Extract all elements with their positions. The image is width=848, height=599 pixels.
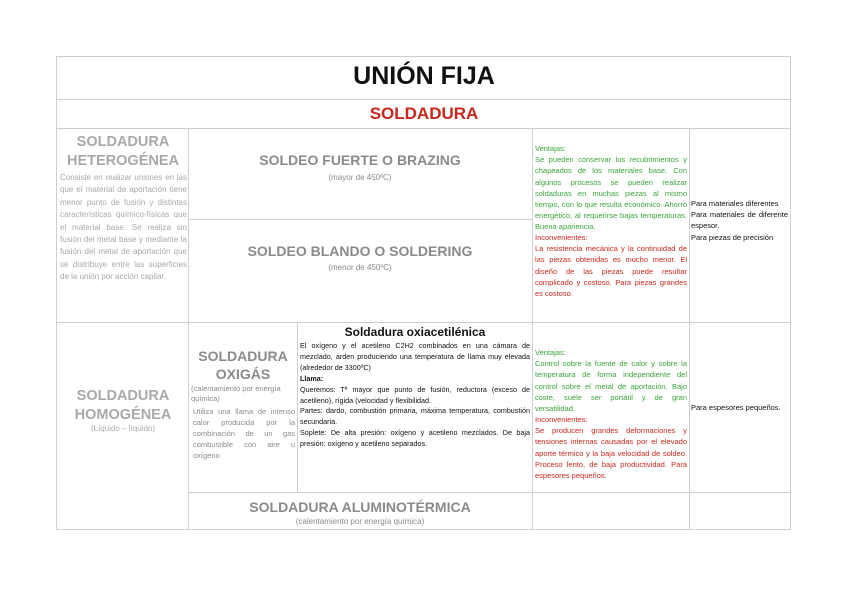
homogenea-inconvenientes: [535, 414, 687, 481]
page-title: UNIÓN FIJA: [353, 62, 495, 90]
use-item: Para materiales de diferente espesor.: [691, 210, 788, 231]
use-item: Para piezas de precisión: [691, 232, 774, 242]
brazing-note: (mayor de 450ºC): [328, 173, 392, 182]
heterogenea-title: SOLDADURA HETEROGÉNEA: [67, 134, 179, 169]
homogenea-ventajas: [535, 347, 687, 414]
oxigas-title: SOLDADURA OXIGÁS: [198, 348, 288, 382]
oxiacetilenica-title: Soldadura oxiacetilénica: [344, 325, 486, 339]
inconvenientes-text: Se producen grandes deformaciones y tensiones internas causadas por el elevado aporte térmico y la baja velocidad de soldeo. Proceso lento, de baja productividad. Para espesores pequeños.: [535, 426, 687, 481]
heterogenea-inconvenientes: [535, 232, 687, 299]
inconvenientes-label: Inconvenientes:: [535, 233, 588, 242]
heterogenea-ventajas: [535, 143, 687, 233]
heterogenea-uses: [691, 198, 788, 243]
oxiacetilenica-intro: El oxígeno y el acetileno C2H2 combinados en una cámara de mezclado, arden produciendo una temperatura de llama muy elevada (alrededor de 3300ºC): [300, 341, 530, 372]
homogenea-use: Para espesores pequeños.: [691, 403, 781, 412]
soplete-text: Soplete: De alta presión: oxígeno y acetileno mezclados. De baja presión: oxígeno y acetileno separados.: [300, 428, 530, 449]
partes-text: Partes: dardo, combustión primaria, máxima temperatura, combustión secundaria.: [300, 406, 530, 427]
llama-label: Llama:: [300, 373, 324, 383]
oxigas-description: Utiliza una llama de intenso calor producida por la combinación de un gas combustible con aire u oxígeno: [193, 407, 295, 460]
homogenea-note: (Líquido – líquido): [90, 424, 156, 433]
soldering-note: (menor de 450ºC): [328, 263, 392, 272]
ventajas-text: Control sobre la fuente de calor y sobre la temperatura de forma independiente del control sobre el metal de aportación. Bajo coste, suele ser portátil y de gran versatilidad.: [535, 359, 687, 414]
section-title: SOLDADURA: [369, 104, 479, 123]
homogenea-title: SOLDADURA HOMOGÉNEA: [74, 388, 172, 423]
inconvenientes-text: La resistencia mecánica y la continuidad de las piezas obtenidas es mucho menor. El diseño de las piezas puede resultar complicado y costoso. Para piezas grandes es costoso.: [535, 244, 687, 299]
aluminotermica-note: (calentamiento por energía química): [295, 517, 425, 526]
use-item: Para materiales diferentes: [691, 199, 779, 208]
oxiacetilenica-description: [300, 341, 530, 450]
brazing-title: SOLDEO FUERTE O BRAZING: [259, 152, 461, 168]
ventajas-label: Ventajas:: [535, 144, 566, 153]
ventajas-label: Ventajas:: [535, 348, 566, 357]
inconvenientes-label: Inconvenientes:: [535, 415, 588, 424]
heterogenea-description: Consiste en realizar uniones en las que el material de aportación tiene menor punto de fusión y distintas características químico-físicas que el material base. Se realiza sin fusión del metal base y mediante la fusión del metal de aportación que se distribuye entre las superficies de la unión por acción capilar.: [60, 173, 187, 282]
queremos-text: Queremos: Tª mayor que punto de fusión, reductora (exceso de acetileno), rígida (velocidad y flexibilidad.: [300, 384, 530, 405]
soldering-title: SOLDEO BLANDO O SOLDERING: [247, 243, 473, 259]
oxigas-note: (calentamiento por energía química): [191, 384, 281, 403]
aluminotermica-title: SOLDADURA ALUMINOTÉRMICA: [249, 499, 471, 515]
ventajas-text: Se pueden conservar los recubrimientos y chapeados de los materiales base. Con algunos procesos se pueden realizar soldaduras en muchas piezas al mismo tiempo, con lo que resulta económico. Ahorro energético, al requerirse bajas temperaturas. Buena apariencia.: [535, 155, 687, 232]
